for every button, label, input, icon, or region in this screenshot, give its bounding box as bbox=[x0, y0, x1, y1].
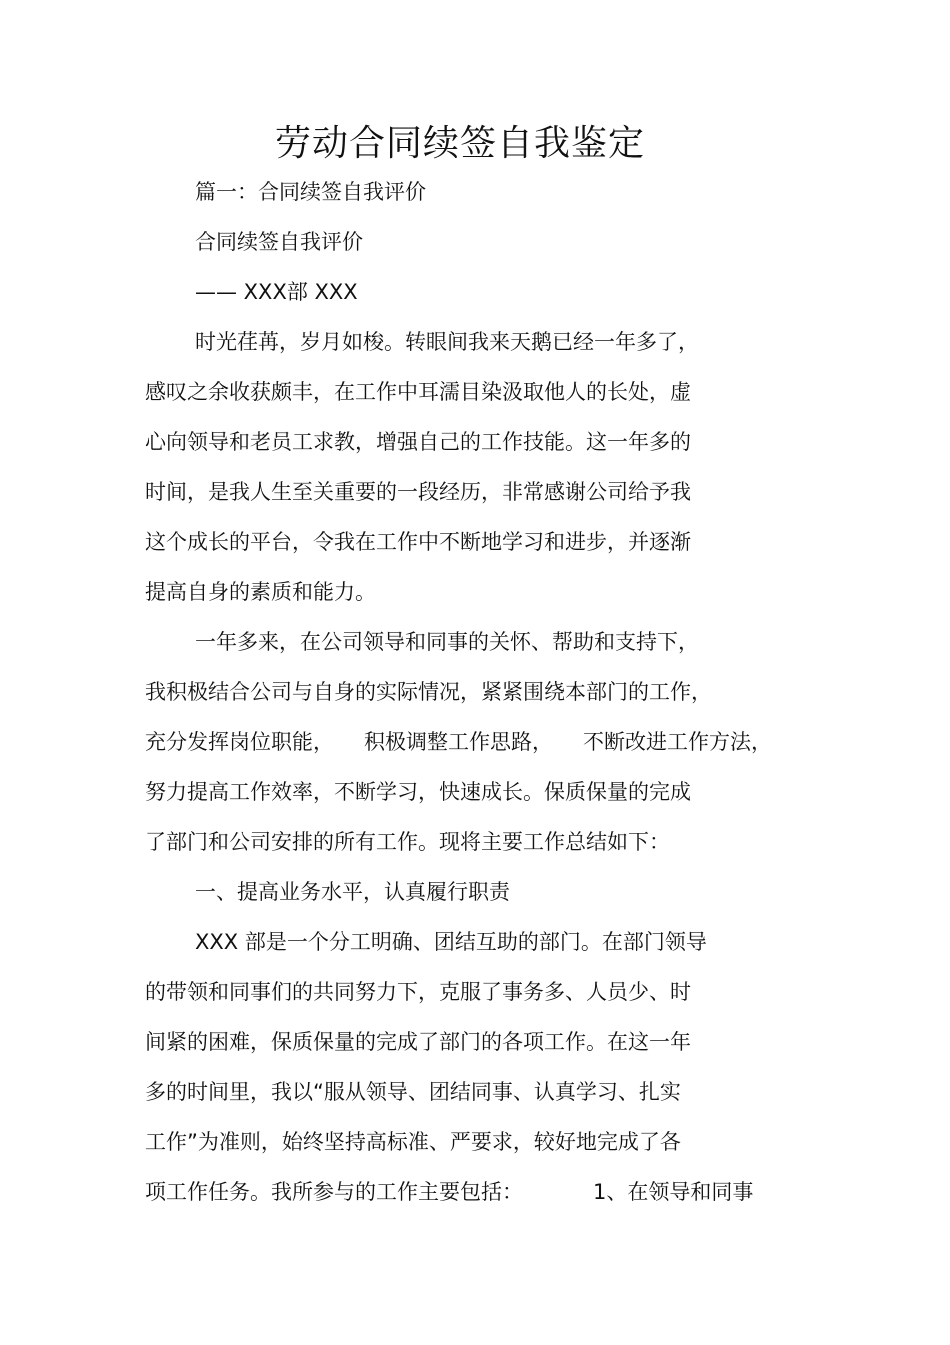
subheading: 篇一：合同续签自我评价 bbox=[195, 180, 426, 204]
paragraph-line: 的带领和同事们的共同努力下，克服了事务多、人员少、时 bbox=[145, 980, 691, 1004]
paragraph-line: 了部门和公司安排的所有工作。现将主要工作总结如下： bbox=[145, 830, 670, 854]
line-segment: 1、在领导和同事 bbox=[593, 1180, 754, 1204]
line-segment: 充分发挥岗位职能， bbox=[145, 730, 334, 754]
paragraph-line: 这个成长的平台，令我在工作中不断地学习和进步，并逐渐 bbox=[145, 530, 691, 554]
paragraph-line: 努力提高工作效率，不断学习，快速成长。保质保量的完成 bbox=[145, 780, 691, 804]
paragraph-line: 心向领导和老员工求教，增强自己的工作技能。这一年多的 bbox=[145, 430, 691, 454]
paragraph-line: 时间，是我人生至关重要的一段经历，非常感谢公司给予我 bbox=[145, 480, 691, 504]
paragraph-line: 时光荏苒，岁月如梭。转眼间我来天鹅已经一年多了， bbox=[195, 330, 699, 354]
line-segment: 不断改进工作方法， bbox=[583, 730, 772, 754]
paragraph-line: 间紧的困难，保质保量的完成了部门的各项工作。在这一年 bbox=[145, 1030, 691, 1054]
document-title: 劳动合同续签自我鉴定 bbox=[274, 123, 645, 164]
line-segment: 项工作任务。我所参与的工作主要包括： bbox=[145, 1180, 523, 1204]
section-heading: 一、提高业务水平，认真履行职责 bbox=[195, 880, 510, 904]
subtitle: 合同续签自我评价 bbox=[195, 230, 363, 254]
paragraph-line: 多的时间里，我以“服从领导、团结同事、认真学习、扎实 bbox=[145, 1080, 681, 1104]
paragraph-line bbox=[145, 728, 772, 756]
paragraph-line: 提高自身的素质和能力。 bbox=[145, 580, 376, 604]
paragraph-line: 工作”为准则，始终坚持高标准、严要求，较好地完成了各 bbox=[145, 1130, 681, 1154]
paragraph-line: 一年多来，在公司领导和同事的关怀、帮助和支持下， bbox=[195, 630, 699, 654]
paragraph-line bbox=[145, 1178, 753, 1206]
paragraph-line: XXX 部是一个分工明确、团结互助的部门。在部门领导 bbox=[195, 930, 707, 954]
paragraph-line: 感叹之余收获颇丰，在工作中耳濡目染汲取他人的长处，虚 bbox=[145, 380, 691, 404]
line-segment: 积极调整工作思路， bbox=[364, 730, 553, 754]
paragraph-line: 我积极结合公司与自身的实际情况，紧紧围绕本部门的工作， bbox=[145, 680, 712, 704]
author-line: —— XXX部 XXX bbox=[195, 280, 358, 304]
